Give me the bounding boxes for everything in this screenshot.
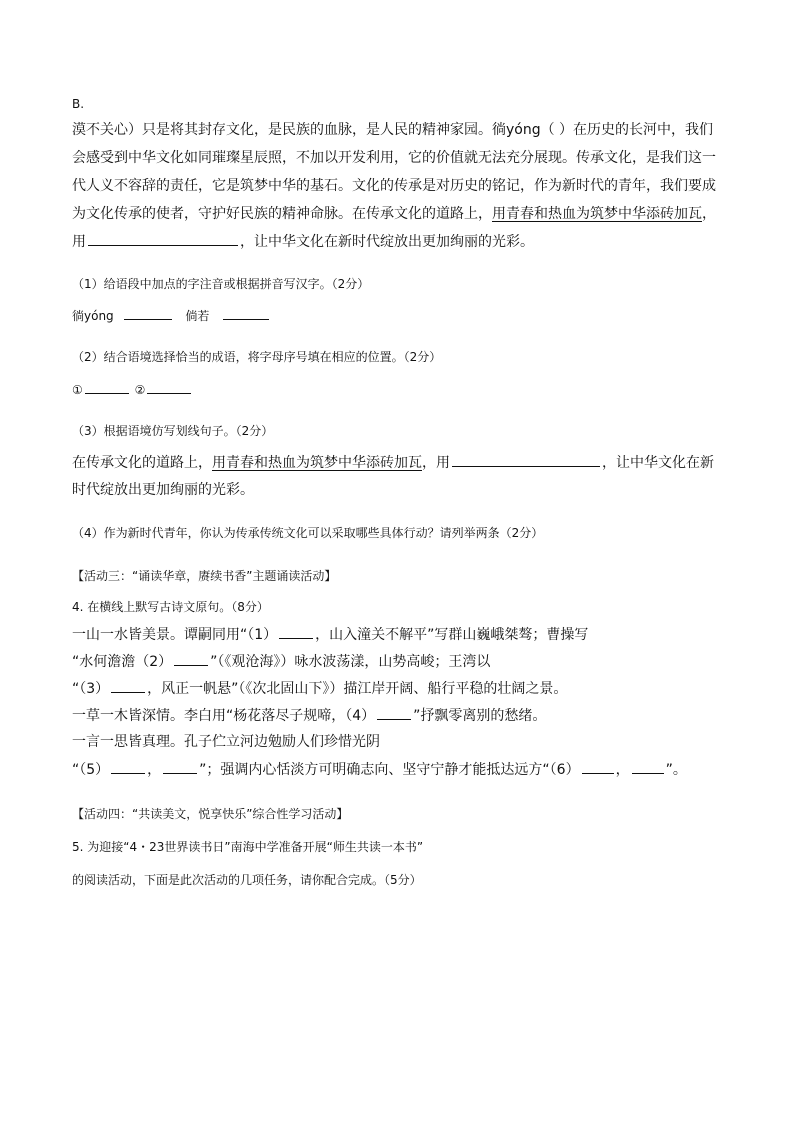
q3-text: ，让中华文化在新 — [602, 455, 714, 471]
underlined-sentence: 用青春和热血为筑梦中华添砖加瓦 — [492, 206, 702, 222]
activity-4-heading: 【活动四：“共读美文，悦享快乐”综合性学习活动】 — [72, 807, 349, 821]
task-text: ”抒飘零离别的愁绪。 — [413, 708, 547, 724]
answer-blank[interactable] — [582, 759, 614, 774]
q3-text: ，用 — [422, 455, 450, 471]
passage-text: 用 — [72, 234, 86, 250]
question-2-answers — [72, 379, 732, 400]
task-text: “（3） — [72, 681, 110, 697]
q1-item-a: 徜yóng — [72, 309, 114, 323]
q1-item-b: 倘若 — [185, 309, 210, 323]
passage-text: 为文化传承的使者，守护好民族的精神命脉。在传承文化的道路上， — [72, 206, 492, 222]
answer-blank[interactable] — [452, 452, 600, 467]
task-4-line-4 — [72, 705, 732, 726]
answer-blank[interactable] — [85, 379, 129, 394]
question-1-answers — [72, 305, 732, 326]
task-text: “水何澹澹（2） — [72, 654, 173, 670]
activity-3-heading: 【活动三：“诵读华章，赓续书香”主题诵读活动】 — [72, 569, 337, 583]
question-4-prompt: （4）作为新时代青年，你认为传承传统文化可以采取哪些具体行动？请列举两条（2分） — [72, 526, 544, 540]
task-4-line-5: 一言一思皆真理。孔子伫立河边勉励人们珍惜光阴 — [72, 734, 380, 750]
passage-line-1: 漠不关心）只是将其封存文化，是民族的血脉，是人民的精神家园。徜yóng（ ）在历史的长河中，我们 — [72, 122, 714, 138]
answer-blank[interactable] — [111, 759, 145, 774]
passage-text: ，让中华文化在新时代绽放出更加绚丽的光彩。 — [240, 234, 534, 250]
task-4-line-2 — [72, 651, 732, 672]
task-text: ， — [615, 762, 630, 778]
answer-blank[interactable] — [223, 305, 269, 320]
answer-blank[interactable] — [147, 379, 191, 394]
answer-blank[interactable] — [174, 651, 208, 666]
passage-line-4 — [72, 204, 732, 224]
task-5-line-2: 的阅读活动，下面是此次活动的几项任务，请你配合完成。（5分） — [72, 873, 422, 887]
passage-line-3: 代人义不容辞的责任，它是筑梦中华的基石。文化的传承是对历史的铭记，作为新时代的青年，我们要成 — [72, 178, 716, 194]
question-3-line-2: 时代绽放出更加绚丽的光彩。 — [72, 482, 254, 498]
question-3-line-1 — [72, 452, 732, 473]
answer-blank[interactable] — [632, 759, 664, 774]
section-label: B. — [72, 97, 85, 111]
task-text: ， — [147, 762, 162, 778]
task-text: “（5） — [72, 762, 110, 778]
task-4-line-6 — [72, 759, 732, 780]
underlined-sentence: 用青春和热血为筑梦中华添砖加瓦 — [212, 455, 422, 471]
answer-blank[interactable] — [111, 678, 145, 693]
passage-line-2: 会感受到中华文化如同璀璨星辰照，不加以开发利用，它的价值就无法充分展现。传承文化，是我们这一 — [72, 150, 716, 166]
q2-choice-1: ① — [72, 383, 83, 397]
q2-choice-2: ② — [134, 383, 146, 397]
passage-line-5 — [72, 231, 732, 252]
task-text: ”。 — [665, 762, 687, 778]
q3-text: 在传承文化的道路上， — [72, 455, 212, 471]
answer-blank[interactable] — [279, 624, 313, 639]
answer-blank[interactable] — [377, 705, 411, 720]
task-text: ”（《观沧海》）咏水波荡漾，山势高峻；王湾以 — [210, 654, 491, 670]
passage-text: ， — [702, 206, 716, 222]
task-text: 一山一水皆美景。谭嗣同用“（1） — [72, 627, 278, 643]
task-4-title: 4. 在横线上默写古诗文原句。（8分） — [72, 600, 269, 614]
task-text: 一草一木皆深情。李白用“杨花落尽子规啼，（4） — [72, 708, 376, 724]
question-3-prompt: （3）根据语境仿写划线句子。（2分） — [72, 424, 274, 438]
answer-blank[interactable] — [163, 759, 197, 774]
answer-blank[interactable] — [88, 231, 238, 246]
task-text: ”；强调内心恬淡方可明确志向、坚守宁静才能抵达远方“（6） — [199, 762, 580, 778]
question-1-prompt: （1）给语段中加点的字注音或根据拼音写汉字。（2分） — [72, 277, 370, 291]
answer-blank[interactable] — [124, 305, 172, 320]
task-text: ，风正一帆悬”（《次北固山下》）描江岸开阔、船行平稳的壮阔之景。 — [147, 681, 568, 697]
question-2-prompt: （2）结合语境选择恰当的成语，将字母序号填在相应的位置。（2分） — [72, 350, 442, 364]
task-5-line-1: 5. 为迎接“4・23世界读书日”南海中学准备开展“师生共读一本书” — [72, 840, 424, 854]
task-4-line-1 — [72, 624, 732, 645]
task-4-line-3 — [72, 678, 732, 699]
task-text: ，山入潼关不解平”写群山巍峨桀骜；曹操写 — [315, 627, 589, 643]
